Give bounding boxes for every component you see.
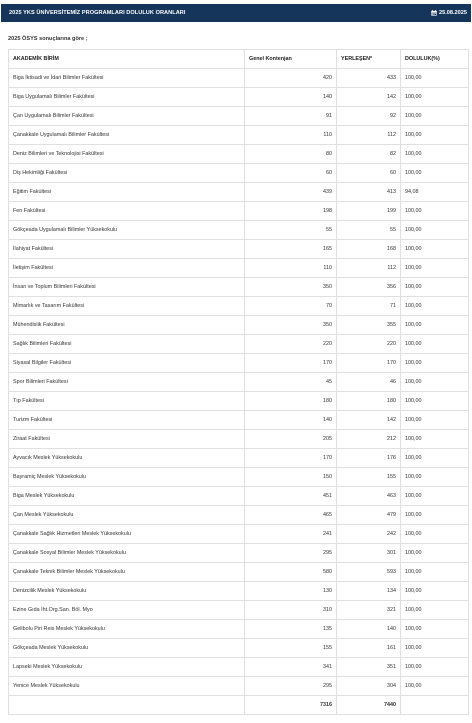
- cell-fill: 100,00: [401, 316, 469, 335]
- cell-unit: Çanakkale Teknik Bilimler Meslek Yüksekokulu: [9, 563, 245, 582]
- cell-fill: 100,00: [401, 430, 469, 449]
- cell-unit: Gökçeada Meslek Yüksekokulu: [9, 639, 245, 658]
- table-row: [9, 202, 469, 221]
- cell-quota: 341: [245, 658, 337, 677]
- cell-unit: Çan Uygulamalı Bilimler Fakültesi: [9, 107, 245, 126]
- cell-quota: 465: [245, 506, 337, 525]
- table-row: [9, 107, 469, 126]
- cell-placed: 55: [337, 221, 401, 240]
- cell-unit: Biga İktisadi ve İdari Bilimler Fakültesi: [9, 69, 245, 88]
- table-row: [9, 601, 469, 620]
- cell-quota: 155: [245, 639, 337, 658]
- cell-quota: 198: [245, 202, 337, 221]
- cell-unit: İnsan ve Toplum Bilimleri Fakültesi: [9, 278, 245, 297]
- table-row: [9, 126, 469, 145]
- cell-placed: 71: [337, 297, 401, 316]
- cell-placed: 593: [337, 563, 401, 582]
- cell-placed: 433: [337, 69, 401, 88]
- cell-unit: Yenice Meslek Yüksekokulu: [9, 677, 245, 696]
- cell-unit: Ezine Gıda İht.Org.San. Böl. Myo: [9, 601, 245, 620]
- table-row: [9, 88, 469, 107]
- cell-unit: Deniz Bilimleri ve Teknolojisi Fakültesi: [9, 145, 245, 164]
- cell-quota: 91: [245, 107, 337, 126]
- cell-fill: 100,00: [401, 392, 469, 411]
- header-title: 2025 YKS ÜNİVERSİTEMİZ PROGRAMLARI DOLULUK ORANLARI: [9, 10, 186, 16]
- table-row: [9, 620, 469, 639]
- cell-unit: Ayvacık Meslek Yüksekokulu: [9, 449, 245, 468]
- cell-placed: 212: [337, 430, 401, 449]
- table-row: [9, 278, 469, 297]
- cell-placed: 170: [337, 354, 401, 373]
- cell-quota: 420: [245, 69, 337, 88]
- cell-placed: 479: [337, 506, 401, 525]
- cell-fill: 100,00: [401, 449, 469, 468]
- cell-fill: 100,00: [401, 677, 469, 696]
- cell-quota: 170: [245, 354, 337, 373]
- cell-placed: 112: [337, 126, 401, 145]
- cell-fill: 100,00: [401, 582, 469, 601]
- cell-fill: 100,00: [401, 601, 469, 620]
- cell-unit: İletişim Fakültesi: [9, 259, 245, 278]
- cell-unit: Diş Hekimliği Fakültesi: [9, 164, 245, 183]
- cell-fill: 100,00: [401, 69, 469, 88]
- cell-quota: 241: [245, 525, 337, 544]
- cell-quota: 110: [245, 259, 337, 278]
- table-row: [9, 392, 469, 411]
- cell-placed: 82: [337, 145, 401, 164]
- subtitle: 2025 ÖSYS sonuçlarına göre ;: [8, 36, 88, 42]
- table-row: [9, 164, 469, 183]
- cell-unit: Ziraat Fakültesi: [9, 430, 245, 449]
- cell-quota: 140: [245, 88, 337, 107]
- total-quota: 7316: [245, 696, 337, 715]
- cell-quota: 165: [245, 240, 337, 259]
- cell-quota: 150: [245, 468, 337, 487]
- cell-fill: 100,00: [401, 240, 469, 259]
- cell-fill: 100,00: [401, 202, 469, 221]
- cell-fill: 100,00: [401, 487, 469, 506]
- cell-fill: 100,00: [401, 563, 469, 582]
- cell-placed: 60: [337, 164, 401, 183]
- cell-fill: 94,08: [401, 183, 469, 202]
- cell-placed: 199: [337, 202, 401, 221]
- cell-quota: 70: [245, 297, 337, 316]
- cell-quota: 350: [245, 278, 337, 297]
- cell-placed: 46: [337, 373, 401, 392]
- table-row: [9, 639, 469, 658]
- cell-quota: 451: [245, 487, 337, 506]
- cell-quota: 295: [245, 677, 337, 696]
- cell-unit: Biga Uygulamalı Bilimler Fakültesi: [9, 88, 245, 107]
- cell-unit: İlahiyat Fakültesi: [9, 240, 245, 259]
- table-row: [9, 506, 469, 525]
- cell-placed: 92: [337, 107, 401, 126]
- cell-fill: 100,00: [401, 259, 469, 278]
- cell-placed: 220: [337, 335, 401, 354]
- table-row: [9, 468, 469, 487]
- cell-fill: 100,00: [401, 164, 469, 183]
- cell-quota: 220: [245, 335, 337, 354]
- total-unit: [9, 696, 245, 715]
- cell-placed: 351: [337, 658, 401, 677]
- table-row: [9, 449, 469, 468]
- table-row: [9, 297, 469, 316]
- cell-unit: Mimarlık ve Tasarım Fakültesi: [9, 297, 245, 316]
- cell-placed: 413: [337, 183, 401, 202]
- cell-fill: 100,00: [401, 297, 469, 316]
- cell-unit: Mühendislik Fakültesi: [9, 316, 245, 335]
- cell-quota: 205: [245, 430, 337, 449]
- cell-fill: 100,00: [401, 145, 469, 164]
- table-row: [9, 240, 469, 259]
- table-row: [9, 525, 469, 544]
- total-placed: 7440: [337, 696, 401, 715]
- cell-unit: Biga Meslek Yüksekokulu: [9, 487, 245, 506]
- table-row: [9, 373, 469, 392]
- table-row: [9, 582, 469, 601]
- column-header-quota: Genel Kontenjan: [245, 50, 337, 69]
- cell-placed: 356: [337, 278, 401, 297]
- cell-quota: 60: [245, 164, 337, 183]
- cell-unit: Turizm Fakültesi: [9, 411, 245, 430]
- occupancy-table: [8, 49, 469, 715]
- cell-quota: 170: [245, 449, 337, 468]
- cell-quota: 140: [245, 411, 337, 430]
- cell-quota: 55: [245, 221, 337, 240]
- header-date-text: 25.08.2025: [439, 10, 467, 16]
- cell-fill: 100,00: [401, 373, 469, 392]
- table-row: [9, 677, 469, 696]
- cell-fill: 100,00: [401, 107, 469, 126]
- cell-fill: 100,00: [401, 411, 469, 430]
- cell-unit: Siyasal Bilgiler Fakültesi: [9, 354, 245, 373]
- cell-quota: 350: [245, 316, 337, 335]
- cell-unit: Gelibolu Piri Reis Meslek Yüksekokulu: [9, 620, 245, 639]
- column-header-unit: AKADEMİK BİRİM: [9, 50, 245, 69]
- table-row: [9, 221, 469, 240]
- cell-fill: 100,00: [401, 354, 469, 373]
- cell-placed: 355: [337, 316, 401, 335]
- cell-placed: 463: [337, 487, 401, 506]
- table-header-row: [9, 50, 469, 69]
- cell-unit: Gökçeada Uygulamalı Bilimler Yüksekokulu: [9, 221, 245, 240]
- table-total-row: [9, 696, 469, 715]
- cell-quota: 45: [245, 373, 337, 392]
- cell-quota: 310: [245, 601, 337, 620]
- cell-unit: Bayramiç Meslek Yüksekokulu: [9, 468, 245, 487]
- table-row: [9, 563, 469, 582]
- cell-fill: 100,00: [401, 544, 469, 563]
- cell-fill: 100,00: [401, 88, 469, 107]
- cell-unit: Fen Fakültesi: [9, 202, 245, 221]
- cell-fill: 100,00: [401, 658, 469, 677]
- cell-fill: 100,00: [401, 620, 469, 639]
- table-row: [9, 183, 469, 202]
- total-fill: [401, 696, 469, 715]
- cell-fill: 100,00: [401, 335, 469, 354]
- table-row: [9, 544, 469, 563]
- cell-placed: 142: [337, 411, 401, 430]
- table-row: [9, 335, 469, 354]
- cell-unit: Lapseki Meslek Yüksekokulu: [9, 658, 245, 677]
- cell-quota: 110: [245, 126, 337, 145]
- cell-placed: 180: [337, 392, 401, 411]
- cell-quota: 439: [245, 183, 337, 202]
- table-body: [9, 69, 469, 715]
- cell-quota: 580: [245, 563, 337, 582]
- table-row: [9, 259, 469, 278]
- cell-quota: 180: [245, 392, 337, 411]
- cell-fill: 100,00: [401, 506, 469, 525]
- cell-fill: 100,00: [401, 525, 469, 544]
- table-row: [9, 411, 469, 430]
- cell-fill: 100,00: [401, 221, 469, 240]
- cell-fill: 100,00: [401, 278, 469, 297]
- cell-unit: Çanakkale Sosyal Bilimler Meslek Yüksekokulu: [9, 544, 245, 563]
- cell-placed: 140: [337, 620, 401, 639]
- cell-unit: Spor Bilimleri Fakültesi: [9, 373, 245, 392]
- table-row: [9, 69, 469, 88]
- cell-placed: 301: [337, 544, 401, 563]
- cell-unit: Çanakkale Uygulamalı Bilimler Fakültesi: [9, 126, 245, 145]
- cell-unit: Denizcilik Meslek Yüksekokulu: [9, 582, 245, 601]
- cell-unit: Sağlık Bilimleri Fakültesi: [9, 335, 245, 354]
- cell-placed: 161: [337, 639, 401, 658]
- cell-quota: 135: [245, 620, 337, 639]
- table-row: [9, 430, 469, 449]
- cell-fill: 100,00: [401, 468, 469, 487]
- cell-placed: 176: [337, 449, 401, 468]
- cell-quota: 295: [245, 544, 337, 563]
- cell-unit: Çanakkale Sağlık Hizmetleri Meslek Yüksekokulu: [9, 525, 245, 544]
- cell-quota: 130: [245, 582, 337, 601]
- header-date: [431, 10, 467, 16]
- cell-fill: 100,00: [401, 126, 469, 145]
- cell-unit: Eğitim Fakültesi: [9, 183, 245, 202]
- cell-placed: 321: [337, 601, 401, 620]
- cell-unit: Çan Meslek Yüksekokulu: [9, 506, 245, 525]
- cell-placed: 155: [337, 468, 401, 487]
- column-header-placed: YERLEŞEN*: [337, 50, 401, 69]
- cell-placed: 168: [337, 240, 401, 259]
- cell-unit: Tıp Fakültesi: [9, 392, 245, 411]
- cell-placed: 142: [337, 88, 401, 107]
- table-row: [9, 354, 469, 373]
- cell-fill: 100,00: [401, 639, 469, 658]
- cell-quota: 80: [245, 145, 337, 164]
- cell-placed: 134: [337, 582, 401, 601]
- calendar-icon: [431, 10, 437, 16]
- cell-placed: 242: [337, 525, 401, 544]
- table-row: [9, 316, 469, 335]
- cell-placed: 112: [337, 259, 401, 278]
- page-header-bar: [1, 4, 471, 22]
- cell-placed: 304: [337, 677, 401, 696]
- table-row: [9, 658, 469, 677]
- table-row: [9, 145, 469, 164]
- column-header-fill: DOLULUK(%): [401, 50, 469, 69]
- table-row: [9, 487, 469, 506]
